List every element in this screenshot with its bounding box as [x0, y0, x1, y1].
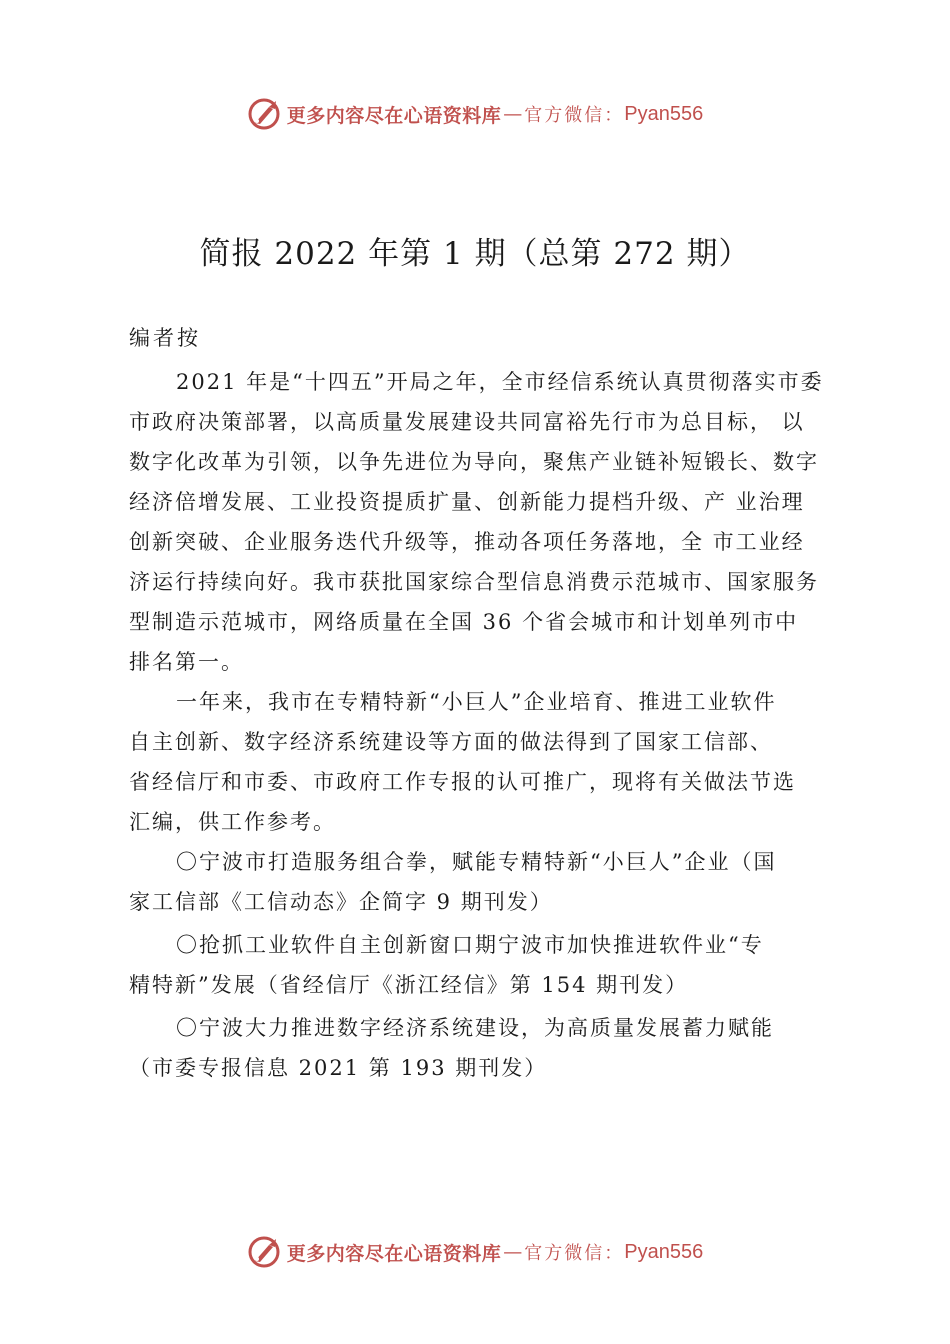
- body-line: 家工信部《工信动态》企简字 9 期刊发）: [129, 890, 553, 914]
- banner-wechat-id: Pyan556: [624, 1240, 704, 1263]
- quill-logo-icon: [247, 97, 281, 131]
- quill-logo-icon: [247, 1235, 281, 1269]
- body-line: 市政府决策部署，以高质量发展建设共同富裕先行市为总目标， 以: [129, 410, 805, 434]
- body-line: 精特新”发展（省经信厅《浙江经信》第 154 期刊发）: [129, 973, 689, 997]
- body-line: 数字化改革为引领，以争先进位为导向，聚焦产业链补短锻长、数字: [129, 450, 819, 474]
- banner-wechat-id: Pyan556: [624, 102, 704, 125]
- body-line: 2021 年是“十四五”开局之年，全市经信系统认真贯彻落实市委: [176, 370, 824, 394]
- header-banner: [0, 94, 950, 134]
- banner-label: 官方微信：: [524, 1243, 625, 1264]
- body-line: 经济倍增发展、工业投资提质扩量、创新能力提档升级、产 业治理: [129, 490, 805, 514]
- footer-banner: [0, 1232, 950, 1272]
- body-line: （市委专报信息 2021 第 193 期刊发）: [129, 1056, 548, 1080]
- banner-text: 更多内容尽在心语资料库: [286, 1242, 502, 1265]
- banner-text: 更多内容尽在心语资料库: [286, 104, 502, 127]
- body-line: 〇宁波市打造服务组合拳，赋能专精特新“小巨人”企业（国: [176, 850, 777, 874]
- banner-dash: —: [503, 1241, 523, 1263]
- body-line: 创新突破、企业服务迭代升级等，推动各项任务落地，全 市工业经: [129, 530, 805, 554]
- body-line: 汇编，供工作参考。: [129, 810, 336, 834]
- body-line: 省经信厅和市委、市政府工作专报的认可推广，现将有关做法节选: [129, 770, 796, 794]
- body-line: 济运行持续向好。我市获批国家综合型信息消费示范城市、国家服务: [129, 570, 819, 594]
- body-line: 一年来，我市在专精特新“小巨人”企业培育、推进工业软件: [176, 690, 777, 714]
- editor-note-label: 编者按: [129, 326, 201, 350]
- banner-dash: —: [503, 103, 523, 125]
- body-line: 〇宁波大力推进数字经济系统建设，为高质量发展蓄力赋能: [176, 1016, 774, 1040]
- body-line: 型制造示范城市，网络质量在全国 36 个省会城市和计划单列市中: [129, 610, 799, 634]
- banner-label: 官方微信：: [524, 105, 625, 126]
- document-title: 简报 2022 年第 1 期（总第 272 期）: [199, 236, 751, 272]
- body-line: 自主创新、数字经济系统建设等方面的做法得到了国家工信部、: [129, 730, 773, 754]
- body-line: 〇抢抓工业软件自主创新窗口期宁波市加快推进软件业“专: [176, 933, 764, 957]
- body-line: 排名第一。: [129, 650, 244, 674]
